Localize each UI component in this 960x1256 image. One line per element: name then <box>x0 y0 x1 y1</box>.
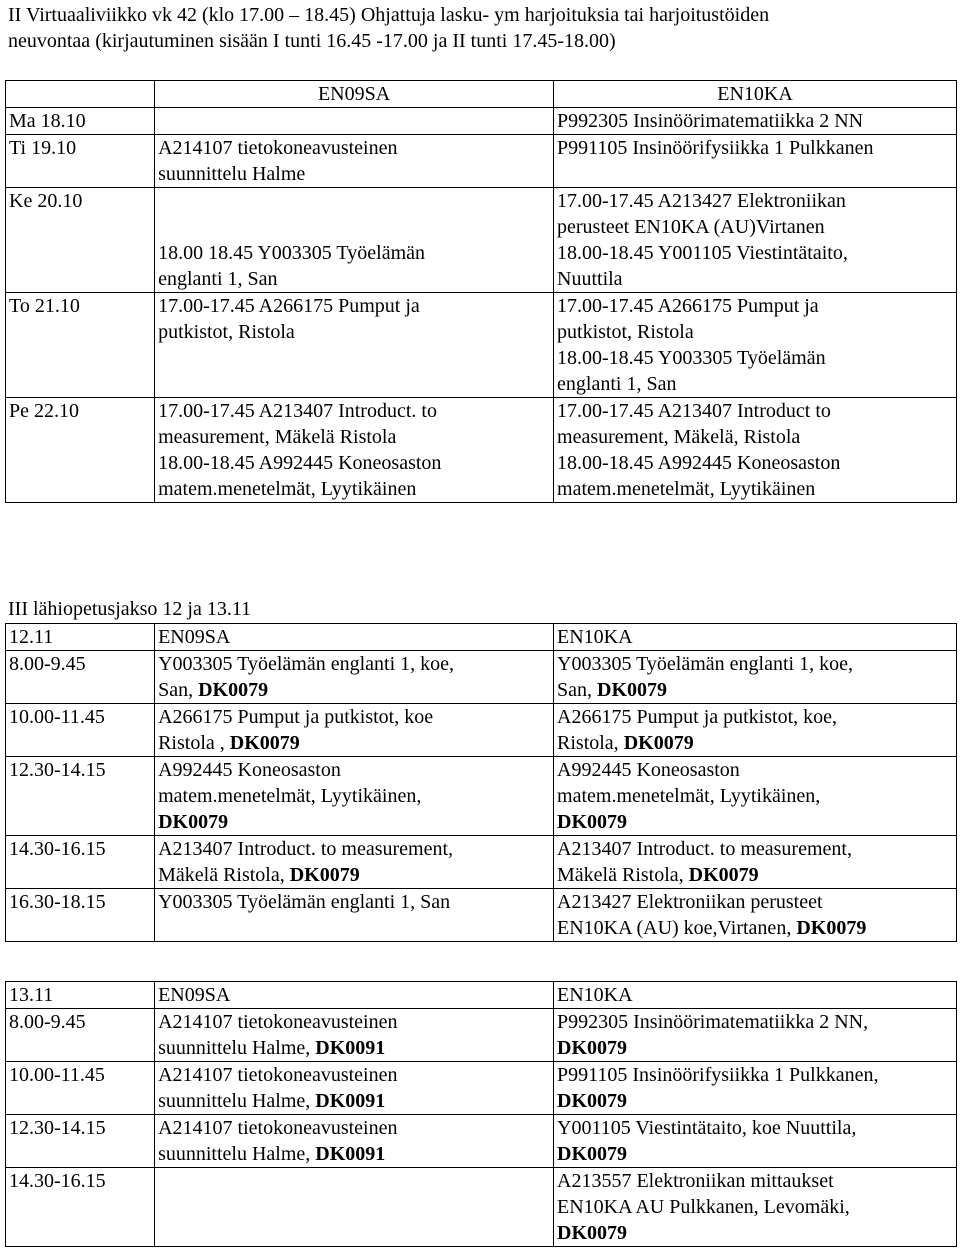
cell-line: A266175 Pumput ja putkistot, koe <box>158 706 434 728</box>
cell-en09sa <box>155 398 554 503</box>
row-label: Ti 19.10 <box>6 135 155 188</box>
cell-line: 17.00-17.45 A213407 Introduct to <box>557 400 831 422</box>
header-cell <box>6 81 155 108</box>
cell-line: putkistot, Ristola <box>158 321 295 343</box>
row-label: 14.30-16.15 <box>6 1168 155 1247</box>
table-row <box>6 889 957 942</box>
table-row <box>6 1168 957 1247</box>
cell-line: Mäkelä Ristola, DK0079 <box>158 864 360 886</box>
cell-line: A214107 tietokoneavusteinen <box>158 1011 398 1033</box>
cell-line: A213427 Elektroniikan perusteet <box>557 891 823 913</box>
cell-line: A992445 Koneosaston <box>158 759 341 781</box>
virtual-week-table <box>5 80 957 503</box>
cell-line <box>158 809 550 835</box>
cell-line: suunnittelu Halme <box>158 163 306 185</box>
cell-line: EN10KA AU Pulkkanen, Levomäki, <box>557 1196 850 1218</box>
cell-line <box>557 1035 953 1061</box>
cell-line: A266175 Pumput ja putkistot, koe, <box>557 706 838 728</box>
table-row <box>6 836 957 889</box>
cell-en09sa <box>155 1009 554 1062</box>
cell-en09sa <box>155 1062 554 1115</box>
table-row <box>6 398 957 503</box>
cell-line <box>158 188 550 214</box>
row-label: 14.30-16.15 <box>6 836 155 889</box>
cell-line: P992305 Insinöörimatematiikka 2 NN, <box>557 1011 869 1033</box>
cell-en10ka <box>554 889 957 942</box>
cell-en09sa <box>155 757 554 836</box>
table-row <box>6 1115 957 1168</box>
room-code: DK0079 <box>623 732 694 754</box>
cell-line: measurement, Mäkelä, Ristola <box>557 426 801 448</box>
cell-en10ka <box>554 293 957 398</box>
cell-line: suunnittelu Halme, DK0091 <box>158 1143 386 1165</box>
room-code: DK0079 <box>557 1222 628 1244</box>
header-cell: EN10KA <box>554 81 957 108</box>
row-label: 12.30-14.15 <box>6 757 155 836</box>
cell-line: San, DK0079 <box>557 679 668 701</box>
row-label: 12.30-14.15 <box>6 1115 155 1168</box>
cell-en10ka <box>554 704 957 757</box>
cell-line: A213407 Introduct. to measurement, <box>158 838 454 860</box>
cell-line: Ristola , DK0079 <box>158 732 300 754</box>
header-cell: EN10KA <box>554 982 957 1009</box>
cell-en09sa <box>155 188 554 293</box>
cell-line: 18.00-18.45 Y001105 Viestintätaito, <box>557 242 848 264</box>
cell-line: A213557 Elektroniikan mittaukset <box>557 1170 834 1192</box>
intro-line-2: neuvontaa (kirjautuminen sisään I tunti 16.45 -17.00 ja II tunti 17.45-18.00) <box>8 30 616 52</box>
room-code: DK0079 <box>557 811 628 833</box>
cell-line: 18.00-18.45 A992445 Koneosaston <box>158 452 442 474</box>
cell-line: matem.menetelmät, Lyytikäinen, <box>557 785 821 807</box>
contact-period-12-11-table <box>5 623 957 942</box>
cell-en09sa <box>155 704 554 757</box>
cell-en09sa <box>155 889 554 942</box>
header-cell: EN10KA <box>554 624 957 651</box>
row-label: 8.00-9.45 <box>6 651 155 704</box>
cell-en10ka <box>554 757 957 836</box>
table-row <box>6 1009 957 1062</box>
cell-line: 17.00-17.45 A266175 Pumput ja <box>557 295 819 317</box>
cell-line: A992445 Koneosaston <box>557 759 740 781</box>
cell-line: englanti 1, San <box>158 268 278 290</box>
table-row <box>6 135 957 188</box>
table-row <box>6 1062 957 1115</box>
cell-en09sa <box>155 135 554 188</box>
room-code: DK0079 <box>557 1143 628 1165</box>
cell-en10ka <box>554 1115 957 1168</box>
table-row <box>6 188 957 293</box>
header-row <box>6 81 957 108</box>
cell-line: Y003305 Työelämän englanti 1, San <box>158 891 451 913</box>
cell-en10ka <box>554 398 957 503</box>
cell-en10ka <box>554 108 957 135</box>
room-code: DK0079 <box>158 811 229 833</box>
cell-en09sa <box>155 651 554 704</box>
cell-line <box>557 809 953 835</box>
header-cell: 12.11 <box>6 624 155 651</box>
cell-en09sa <box>155 1168 554 1247</box>
room-code: DK0091 <box>315 1037 386 1059</box>
cell-line: 18.00-18.45 A992445 Koneosaston <box>557 452 841 474</box>
row-label: 16.30-18.15 <box>6 889 155 942</box>
room-code: DK0079 <box>557 1037 628 1059</box>
intro-line-1: II Virtuaaliviikko vk 42 (klo 17.00 – 18.45) Ohjattuja lasku- ym harjoituksia tai harjoitustöiden <box>8 4 770 26</box>
header-cell: EN09SA <box>155 624 554 651</box>
row-label: Pe 22.10 <box>6 398 155 503</box>
table-row <box>6 757 957 836</box>
cell-line: matem.menetelmät, Lyytikäinen <box>557 478 816 500</box>
cell-line: P991105 Insinöörifysiikka 1 Pulkkanen, <box>557 1064 879 1086</box>
cell-line: Mäkelä Ristola, DK0079 <box>557 864 759 886</box>
table-row <box>6 651 957 704</box>
cell-line: matem.menetelmät, Lyytikäinen <box>158 478 417 500</box>
row-label: Ma 18.10 <box>6 108 155 135</box>
row-label: 8.00-9.45 <box>6 1009 155 1062</box>
cell-line: Ristola, DK0079 <box>557 732 694 754</box>
section-title: III lähiopetusjakso 12 ja 13.11 <box>8 598 252 620</box>
header-cell: EN09SA <box>155 982 554 1009</box>
cell-en10ka <box>554 1009 957 1062</box>
cell-en09sa <box>155 293 554 398</box>
room-code: DK0079 <box>796 917 867 939</box>
row-label: 10.00-11.45 <box>6 1062 155 1115</box>
row-label: Ke 20.10 <box>6 188 155 293</box>
cell-line: Y001105 Viestintätaito, koe Nuuttila, <box>557 1117 857 1139</box>
table-row <box>6 704 957 757</box>
cell-en10ka <box>554 1062 957 1115</box>
cell-line: Nuuttila <box>557 268 623 290</box>
cell-line <box>158 214 550 240</box>
cell-line <box>557 1141 953 1167</box>
cell-en10ka <box>554 188 957 293</box>
cell-line: 17.00-17.45 A266175 Pumput ja <box>158 295 420 317</box>
cell-en10ka <box>554 836 957 889</box>
cell-line: San, DK0079 <box>158 679 269 701</box>
cell-line: matem.menetelmät, Lyytikäinen, <box>158 785 422 807</box>
room-code: DK0079 <box>289 864 360 886</box>
cell-line: 18.00 18.45 Y003305 Työelämän <box>158 242 425 264</box>
room-code: DK0079 <box>198 679 269 701</box>
cell-en09sa <box>155 1115 554 1168</box>
cell-line: perusteet EN10KA (AU)Virtanen <box>557 216 825 238</box>
contact-period-13-11-table <box>5 981 957 1247</box>
cell-en09sa <box>155 836 554 889</box>
room-code: DK0091 <box>315 1090 386 1112</box>
cell-en10ka <box>554 651 957 704</box>
room-code: DK0079 <box>688 864 759 886</box>
cell-line: 17.00-17.45 A213407 Introduct. to <box>158 400 437 422</box>
cell-line <box>557 1220 953 1246</box>
cell-line: 18.00-18.45 Y003305 Työelämän <box>557 347 826 369</box>
cell-line: Y003305 Työelämän englanti 1, koe, <box>557 653 853 675</box>
cell-line: P992305 Insinöörimatematiikka 2 NN <box>557 110 864 132</box>
cell-line: P991105 Insinöörifysiikka 1 Pulkkanen <box>557 137 874 159</box>
header-cell: 13.11 <box>6 982 155 1009</box>
cell-line: suunnittelu Halme, DK0091 <box>158 1037 386 1059</box>
cell-line: 17.00-17.45 A213427 Elektroniikan <box>557 190 846 212</box>
row-label: To 21.10 <box>6 293 155 398</box>
cell-line: EN10KA (AU) koe,Virtanen, DK0079 <box>557 917 867 939</box>
room-code: DK0079 <box>557 1090 628 1112</box>
cell-line: A214107 tietokoneavusteinen <box>158 1117 398 1139</box>
row-label: 10.00-11.45 <box>6 704 155 757</box>
cell-line: suunnittelu Halme, DK0091 <box>158 1090 386 1112</box>
cell-line: A214107 tietokoneavusteinen <box>158 137 398 159</box>
cell-line: A213407 Introduct. to measurement, <box>557 838 852 860</box>
intro-text <box>8 2 953 54</box>
header-row <box>6 624 957 651</box>
cell-line: measurement, Mäkelä Ristola <box>158 426 397 448</box>
cell-line <box>557 1088 953 1114</box>
cell-en10ka <box>554 135 957 188</box>
room-code: DK0079 <box>597 679 668 701</box>
cell-en10ka <box>554 1168 957 1247</box>
room-code: DK0091 <box>315 1143 386 1165</box>
header-cell: EN09SA <box>155 81 554 108</box>
table-row <box>6 108 957 135</box>
cell-line: A214107 tietokoneavusteinen <box>158 1064 398 1086</box>
cell-line: putkistot, Ristola <box>557 321 694 343</box>
cell-line: Y003305 Työelämän englanti 1, koe, <box>158 653 455 675</box>
room-code: DK0079 <box>229 732 300 754</box>
cell-line: englanti 1, San <box>557 373 677 395</box>
table-row <box>6 293 957 398</box>
header-row <box>6 982 957 1009</box>
cell-en09sa <box>155 108 554 135</box>
